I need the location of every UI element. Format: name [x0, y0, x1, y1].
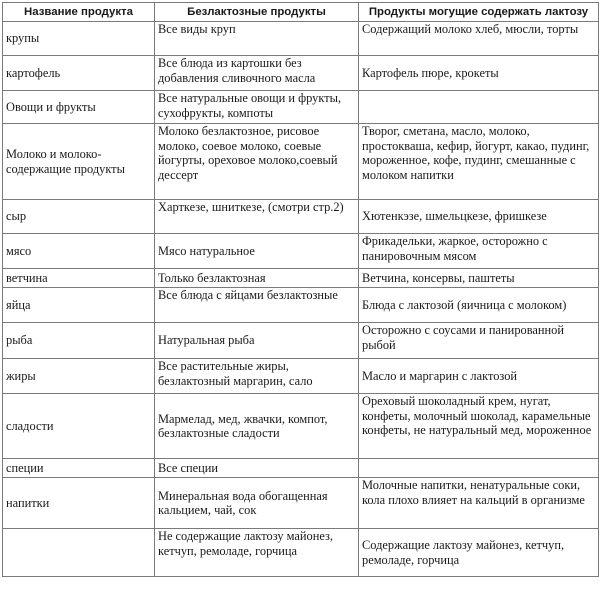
lactose-free-cell: Натуральная рыба: [155, 323, 359, 359]
may-contain-cell: Масло и маргарин с лактозой: [359, 359, 599, 394]
header-lactose-free: Безлактозные продукты: [155, 3, 359, 22]
may-contain-cell: Содержащие лактозу майонез, кетчуп, ремоладе, горчица: [359, 529, 599, 577]
product-name-cell: специи: [3, 459, 155, 478]
table-row: [3, 359, 599, 394]
may-contain-cell: Блюда с лактозой (яичница с молоком): [359, 288, 599, 323]
product-name-cell: напитки: [3, 478, 155, 529]
product-name-cell: [3, 529, 155, 577]
table-row: [3, 234, 599, 269]
lactose-products-table: [2, 2, 599, 577]
lactose-free-cell: Все специи: [155, 459, 359, 478]
table-row: [3, 56, 599, 91]
table-row: [3, 478, 599, 529]
header-row: [3, 3, 599, 22]
lactose-free-cell: Харткезе, шниткезе, (смотри стр.2): [155, 200, 359, 234]
table-row: [3, 200, 599, 234]
table-row: [3, 124, 599, 200]
lactose-free-cell: Молоко безлактозное, рисовое молоко, соевое молоко, соевые йогурты, ореховое молоко,соевый дессерт: [155, 124, 359, 200]
table-row: [3, 288, 599, 323]
lactose-free-cell: Мармелад, мед, жвачки, компот, безлактозные сладости: [155, 394, 359, 459]
product-name-cell: Овощи и фрукты: [3, 91, 155, 124]
product-name-cell: яйца: [3, 288, 155, 323]
lactose-free-cell: Мясо натуральное: [155, 234, 359, 269]
may-contain-cell: Ореховый шоколадный крем, нугат, конфеты, молочный шоколад, карамельные конфеты, не натуральный мед, мороженное: [359, 394, 599, 459]
product-name-cell: мясо: [3, 234, 155, 269]
header-product-name: Название продукта: [3, 3, 155, 22]
product-name-cell: жиры: [3, 359, 155, 394]
lactose-free-cell: Только безлактозная: [155, 269, 359, 288]
may-contain-cell: Картофель пюре, крокеты: [359, 56, 599, 91]
may-contain-cell: Фрикадельки, жаркое, осторожно с панировочным мясом: [359, 234, 599, 269]
product-name-cell: сладости: [3, 394, 155, 459]
table-row: [3, 91, 599, 124]
table-row: [3, 459, 599, 478]
lactose-free-cell: Все блюда с яйцами безлактозные: [155, 288, 359, 323]
may-contain-cell: [359, 91, 599, 124]
product-name-cell: Молоко и молоко-содержащие продукты: [3, 124, 155, 200]
lactose-free-cell: Все растительные жиры, безлактозный маргарин, сало: [155, 359, 359, 394]
product-name-cell: сыр: [3, 200, 155, 234]
table-row: [3, 394, 599, 459]
header-may-contain-lactose: Продукты могущие содержать лактозу: [359, 3, 599, 22]
product-name-cell: крупы: [3, 22, 155, 56]
table-row: [3, 269, 599, 288]
may-contain-cell: [359, 459, 599, 478]
lactose-free-cell: Все натуральные овощи и фрукты, сухофрукты, компоты: [155, 91, 359, 124]
may-contain-cell: Осторожно с соусами и панированной рыбой: [359, 323, 599, 359]
table-row: [3, 22, 599, 56]
lactose-free-cell: Все блюда из картошки без добавления сливочного масла: [155, 56, 359, 91]
product-name-cell: ветчина: [3, 269, 155, 288]
lactose-free-cell: Не содержащие лактозу майонез, кетчуп, ремоладе, горчица: [155, 529, 359, 577]
product-name-cell: картофель: [3, 56, 155, 91]
product-name-cell: рыба: [3, 323, 155, 359]
lactose-free-cell: Минеральная вода обогащенная кальцием, чай, сок: [155, 478, 359, 529]
may-contain-cell: Молочные напитки, ненатуральные соки, кола плохо влияет на кальций в организме: [359, 478, 599, 529]
may-contain-cell: Хютенкэзе, шмельцкезе, фришкезе: [359, 200, 599, 234]
table-row: [3, 529, 599, 577]
table-row: [3, 323, 599, 359]
may-contain-cell: Содержащий молоко хлеб, мюсли, торты: [359, 22, 599, 56]
may-contain-cell: Ветчина, консервы, паштеты: [359, 269, 599, 288]
lactose-free-cell: Все виды круп: [155, 22, 359, 56]
may-contain-cell: Творог, сметана, масло, молоко, простокваша, кефир, йогурт, какао, пудинг, мороженное, кофе, пудинг, смешанные с молоком напитки: [359, 124, 599, 200]
